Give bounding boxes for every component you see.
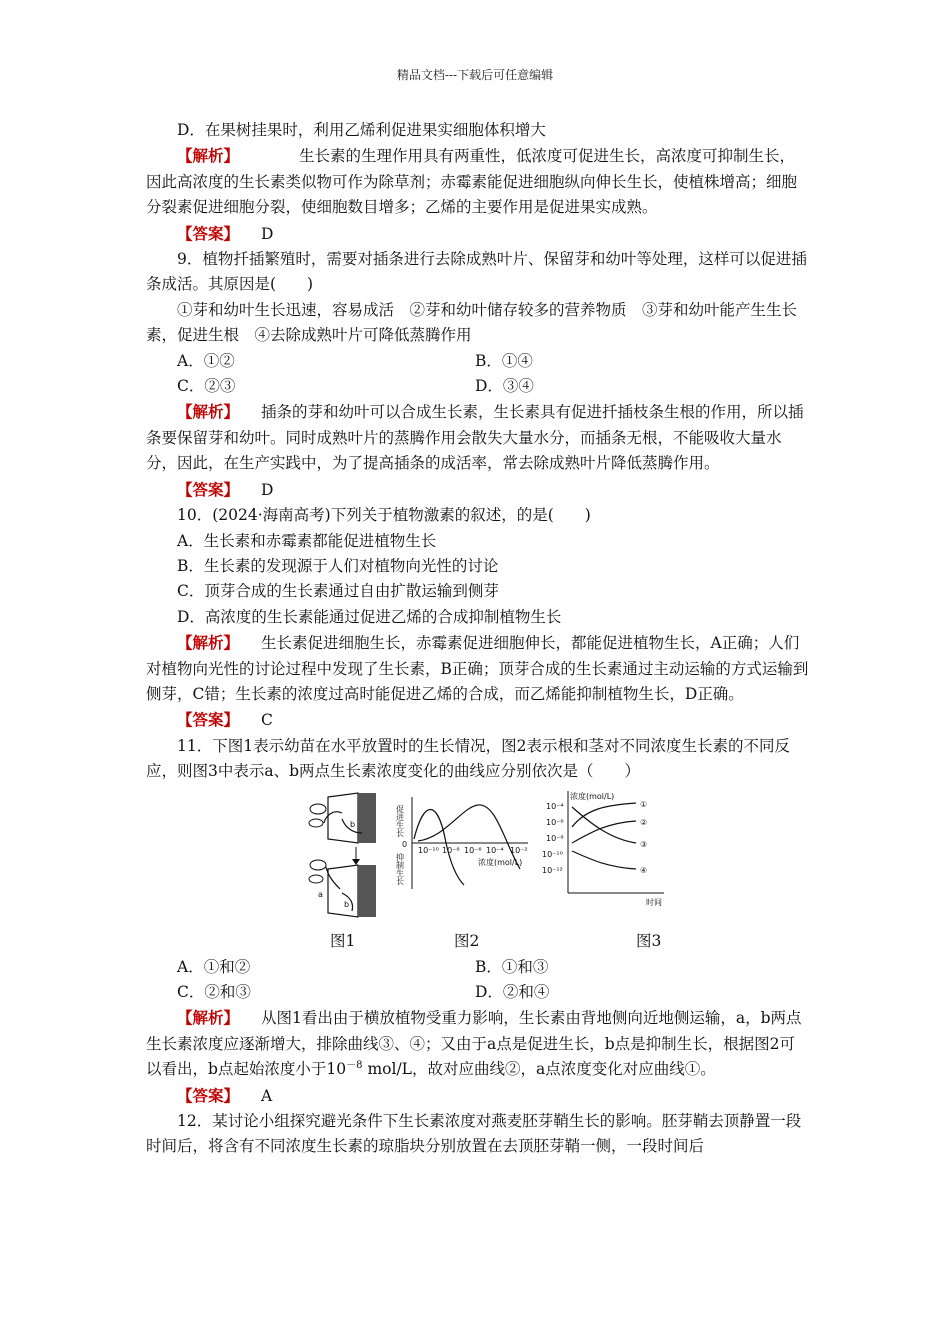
q9-option-c: C．②③ <box>177 377 236 396</box>
seedling-top-leaf-2 <box>309 819 323 827</box>
q9-analysis <box>146 399 810 476</box>
figure-3 <box>542 791 664 907</box>
pot-bottom-soil <box>358 865 376 917</box>
fig1-label-b-top: b <box>350 819 356 829</box>
q8-answer <box>146 221 810 247</box>
answer-tag: 【答案】 <box>177 1085 240 1105</box>
page-header: 精品文档---下载后可任意编辑 <box>396 68 554 82</box>
fig3-caption: 图3 <box>636 931 662 950</box>
q11-figures <box>146 789 810 929</box>
fig2-y-bottom: 抑制生长 <box>395 852 405 885</box>
q11-analysis <box>146 1005 810 1082</box>
fig3-y-tick-1: 10⁻⁴ <box>546 801 564 811</box>
q9-answer-value: D <box>261 480 274 499</box>
fig3-y-tick-3: 10⁻⁸ <box>546 833 564 843</box>
seedling-top-leaf-1 <box>310 804 326 814</box>
q11-analysis-exponent: －8 <box>346 1060 363 1072</box>
fig1-caption: 图1 <box>330 931 356 950</box>
q8-analysis <box>146 143 810 220</box>
q9-option-b: B．①④ <box>475 351 533 370</box>
q8-answer-value: D <box>261 224 274 243</box>
fig2-y-top: 促进生长 <box>395 804 405 837</box>
q9-analysis-text: 插条的芽和幼叶可以合成生长素，生长素具有促进扦插枝条生根的作用，所以插条要保留芽和幼叶。同时成熟叶片的蒸腾作用会散失大量水分，而插条无根，不能吸收大量水分，因此，在生产实践中，为了提高插条的成活率，常去除成熟叶片降低蒸腾作用。 <box>146 403 804 473</box>
fig3-curve-label-1: ① <box>640 799 648 809</box>
q11-analysis-part-1: 从图1看出由于横放植物受重力影响，生长素由背地侧向近地侧运输，a，b两点生长素浓度应逐渐增大，排除曲线③、④；又由于a点是促进生长，b点是抑制生长，根据图2可以看出，b点起始浓度小于10 <box>146 1009 802 1079</box>
analysis-tag: 【解析】 <box>177 402 240 422</box>
fig3-y-tick-4: 10⁻¹⁰ <box>542 849 563 859</box>
q8-option-d: D．在果树挂果时，利用乙烯利促进果实细胞体积增大 <box>177 121 546 139</box>
fig3-curve-label-3: ③ <box>640 839 648 849</box>
analysis-tag: 【解析】 <box>177 146 240 166</box>
fig2-x-tick-2: 10⁻⁸ <box>442 845 460 855</box>
fig3-y-tick-2: 10⁻⁶ <box>546 817 564 827</box>
fig3-curve-label-4: ④ <box>640 865 648 875</box>
document-body <box>146 118 810 1160</box>
q10-option-b: B．生长素的发现源于人们对植物向光性的讨论 <box>177 556 499 575</box>
q10-answer-value: C <box>261 711 273 730</box>
q11-option-c: C．②和③ <box>177 982 251 1001</box>
q8-analysis-text: 生长素的生理作用具有两重性，低浓度可促进生长，高浓度可抑制生长，因此高浓度的生长素类似物可作为除草剂；赤霉素能促进细胞纵向伸长生长，使植株增高；细胞分裂素促进细胞分裂，使细胞数目增多；乙烯的主要作用是促进果实成熟。 <box>146 147 798 217</box>
seedling-bottom-leaf-2 <box>309 875 323 883</box>
q11-answer-value: A <box>261 1086 273 1105</box>
q10-option-d: D．高浓度的生长素能通过促进乙烯的合成抑制植物生长 <box>177 607 562 626</box>
q9-option-a: A．①② <box>177 351 235 370</box>
analysis-tag: 【解析】 <box>177 1008 240 1028</box>
fig2-x-tick-5: 10⁻² <box>510 845 528 855</box>
q11-figure-captions <box>146 929 810 955</box>
fig2-x-tick-4: 10⁻⁴ <box>486 845 504 855</box>
q11-answer <box>146 1083 810 1109</box>
q11-analysis-part-2: mol/L，故对应曲线②，a点浓度变化对应曲线①。 <box>362 1060 716 1079</box>
fig2-y-zero: 0 <box>402 839 408 849</box>
fig3-curve-2 <box>572 821 636 843</box>
fig3-y-title: 浓度(mol/L) <box>570 791 615 801</box>
q11-options-row-1 <box>146 955 810 980</box>
answer-tag: 【答案】 <box>177 223 240 243</box>
q10-analysis-text: 生长素促进细胞生长，赤霉素促进细胞伸长，都能促进植物生长，A正确；人们对植物向光性的讨论过程中发现了生长素，B正确；顶芽合成的生长素通过主动运输的方式运输到侧芽，C错；生长素的浓度过高时能促进乙烯的合成，而乙烯能抑制植物生长，D正确。 <box>146 634 809 703</box>
q10-answer <box>146 707 810 733</box>
fig1-label-b: b <box>344 899 350 909</box>
pot-top-soil <box>358 793 376 843</box>
seedling-bottom-leaf-1 <box>310 860 326 870</box>
fig3-curve-4 <box>572 851 636 869</box>
answer-tag: 【答案】 <box>177 479 240 499</box>
q10-stem: 10．(2024·海南高考)下列关于植物激素的叙述，的是( ) <box>177 506 591 525</box>
q9-options-row-2 <box>146 374 810 399</box>
fig2-caption: 图2 <box>454 931 480 950</box>
q10-option-a: A．生长素和赤霉素都能促进植物生长 <box>177 531 437 550</box>
q10-analysis <box>146 630 810 707</box>
fig3-x-title: 时间 <box>646 897 662 907</box>
fig2-x-tick-1: 10⁻¹⁰ <box>418 845 439 855</box>
pot-top <box>328 793 358 843</box>
fig2-x-tick-3: 10⁻⁶ <box>464 845 482 855</box>
q9-answer <box>146 477 810 503</box>
q10-option-c: C．顶芽合成的生长素通过自由扩散运输到侧芽 <box>177 582 499 601</box>
q11-option-a: A．①和② <box>177 957 251 976</box>
q9-items: ①芽和幼叶生长迅速，容易成活 ②芽和幼叶储存较多的营养物质 ③芽和幼叶能产生生长素，促进生根 ④去除成熟叶片可降低蒸腾作用 <box>146 300 798 345</box>
q11-option-b: B．①和③ <box>475 957 549 976</box>
q9-option-d: D．③④ <box>475 377 534 396</box>
arrow-head <box>352 859 360 865</box>
fig3-y-tick-5: 10⁻¹² <box>542 865 563 875</box>
q11-stem: 11．下图1表示幼苗在水平放置时的生长情况，图2表示根和茎对不同浓度生长素的不同反应，则图3中表示a、b两点生长素浓度变化的曲线应分别依次是（ ） <box>146 736 790 781</box>
q11-option-d: D．②和④ <box>475 982 550 1001</box>
figure-1 <box>309 793 376 917</box>
analysis-tag: 【解析】 <box>177 633 240 653</box>
q11-figure-svg <box>306 789 666 927</box>
q11-options-row-2 <box>146 980 810 1005</box>
fig3-curve-label-2: ② <box>640 817 648 827</box>
q9-options-row-1 <box>146 349 810 374</box>
answer-tag: 【答案】 <box>177 710 240 730</box>
q9-stem: 9．植物扦插繁殖时，需要对插条进行去除成熟叶片、保留芽和幼叶等处理，这样可以促进插条成活。其原因是( ) <box>146 250 807 294</box>
fig1-label-a: a <box>318 889 323 899</box>
fig2-x-unit: 浓度(mol/L) <box>478 857 523 867</box>
q12-stem: 12．某讨论小组探究避光条件下生长素浓度对燕麦胚芽鞘生长的影响。胚芽鞘去顶静置一段时间后，将含有不同浓度生长素的琼脂块分别放置在去顶胚芽鞘一侧，一段时间后 <box>146 1112 802 1156</box>
pot-bottom <box>328 865 358 917</box>
